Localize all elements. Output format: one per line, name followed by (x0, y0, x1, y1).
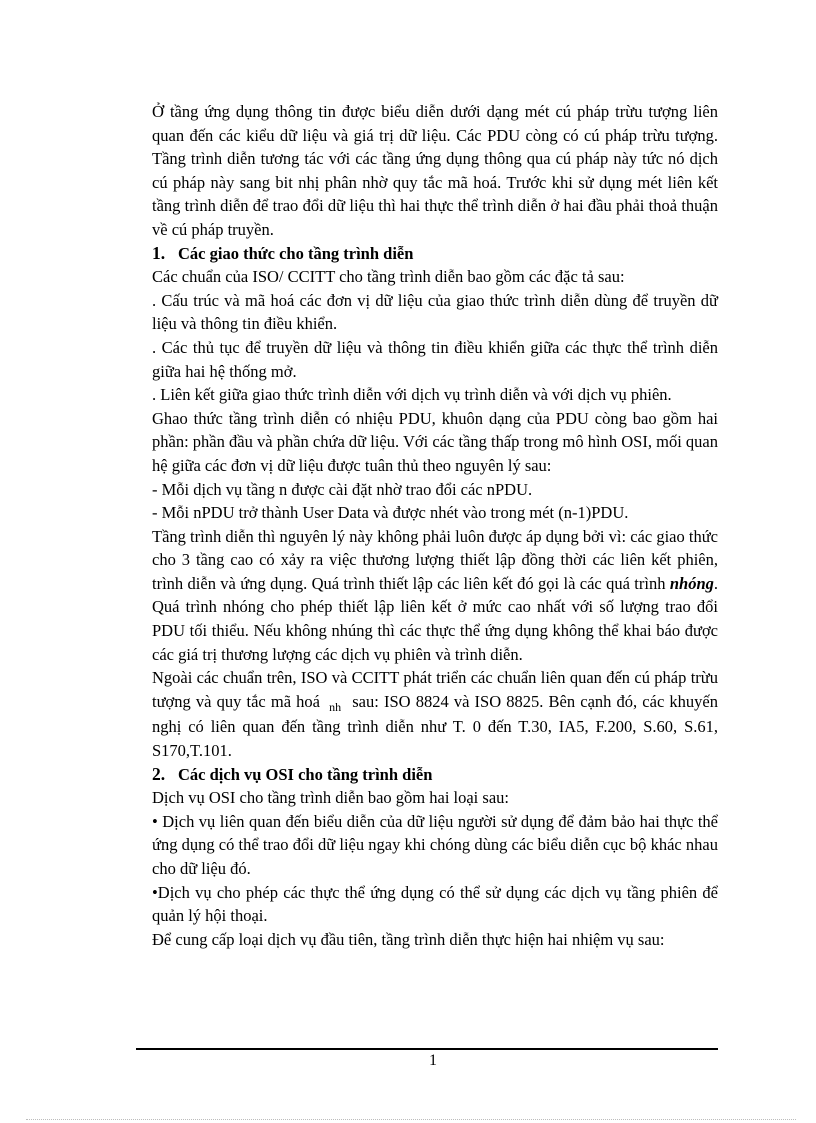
section-1-paragraph-8-part-c: . Quá trình nhóng cho phép thiết lập liên kết ở mức cao nhất với số lượng trao đổi PDU tối thiểu. Nếu không nhúng thì các thực thể ứng dụng không thể khai báo được các giá trị thương lượng các dịch vụ phiên và trình diễn. (152, 573, 718, 664)
intro-paragraph: Ở tầng ứng dụng thông tin được biểu diễn dưới dạng mét cú pháp trừu tượng liên quan đến các kiểu dữ liệu và giá trị dữ liệu. Các PDU còng có cú pháp trừu tượng. Tầng trình diễn tương tác với các tầng ứng dụng thông qua cú pháp này tức nó dịch cú pháp này sang bit nhị phân nhờ quy tắc mã hoá. Trước khi sử dụng mét liên kết tầng trình diễn để trao đổi dữ liệu thì hai thực thể trình diễn ở hai đầu phải thoả thuận về cú pháp truyền. (152, 102, 718, 239)
section-1-paragraph-9-part-b: sau: ISO 8824 và ISO 8825. Bên cạnh đó, các khuyến nghị có liên quan đến tầng trình diễn như T. 0 đến T.30, IA5, F.200, S.60, S.61, S170,T.101. (152, 691, 718, 761)
section-2-paragraph-2: • Dịch vụ liên quan đến biểu diễn của dữ liệu người sử dụng để đảm bảo hai thực thể ứng dụng có thể trao đổi dữ liệu ngay khi chóng dùng các biểu diễn cục bộ khác nhau cho dữ liệu đó. (152, 811, 718, 878)
section-2-paragraph-4: Để cung cấp loại dịch vụ đầu tiên, tầng trình diễn thực hiện hai nhiệm vụ sau: (152, 929, 665, 949)
footer-rule (136, 1048, 718, 1050)
section-2-heading (152, 763, 718, 787)
subscript-nh: nh (329, 699, 342, 714)
section-1-paragraph-2: . Cấu trúc và mã hoá các đơn vị dữ liệu của giao thức trình diễn dùng để truyền dữ liệu và thông tin điều khiển. (152, 290, 718, 334)
section-1-heading (152, 242, 718, 266)
page-content (152, 100, 718, 951)
section-1-paragraph-3: . Các thủ tục để truyền dữ liệu và thông tin điều khiển giữa các thực thể trình diễn giữa hai hệ thống mở. (152, 337, 718, 381)
section-2-number: 2. (152, 763, 166, 784)
section-2-paragraph-3: •Dịch vụ cho phép các thực thể ứng dụng có thể sử dụng các dịch vụ tầng phiên để quản lý hội thoại. (152, 882, 718, 926)
emphasis-nhong: nhóng (669, 573, 714, 593)
section-1-number: 1. (152, 242, 166, 263)
section-1-title: Các giao thức cho tầng trình diễn (178, 243, 414, 263)
section-1-paragraph-9-part-a: Ngoài các chuẩn trên, ISO và CCITT phát triển các chuẩn liên quan đến cú pháp trừu tượng và quy tắc mã hoá (152, 668, 718, 711)
page-bottom-border (26, 1119, 796, 1120)
section-1-paragraph-4: . Liên kết giữa giao thức trình diễn với dịch vụ trình diễn và với dịch vụ phiên. (152, 385, 672, 405)
section-1-paragraph-9 (152, 666, 718, 762)
section-1-paragraph-1: Các chuẩn của ISO/ CCITT cho tầng trình diễn bao gồm các đặc tả sau: (152, 267, 625, 287)
section-2-title: Các dịch vụ OSI cho tầng trình diễn (178, 764, 433, 784)
section-2-paragraph-1: Dịch vụ OSI cho tầng trình diễn bao gồm hai loại sau: (152, 788, 509, 808)
section-1-paragraph-8-part-a: Tầng trình diễn thì nguyên lý này không phải luôn được áp dụng bởi vì: các giao thức cho 3 tầng cao có xảy ra việc thương lượng thiết lập đồng thời các liên kết phiên, trình diễn và ứng dụng. Quá trình thiết lập các liên kết đó gọi là các quá trình (152, 526, 718, 593)
page-number: 1 (429, 1052, 437, 1069)
section-1-paragraph-8 (152, 525, 718, 667)
section-1-paragraph-6: - Mỗi dịch vụ tầng n được cài đặt nhờ trao đổi các nPDU. (152, 479, 533, 499)
section-1-paragraph-5: Ghao thức tầng trình diễn có nhiệu PDU, khuôn dạng của PDU còng bao gồm hai phần: phần đầu và phần chứa dữ liệu. Với các tầng thấp trong mô hình OSI, mối quan hệ giữa các đơn vị dữ liệu được tuân thủ theo nguyên lý sau: (152, 408, 718, 475)
section-1-paragraph-7: - Mỗi nPDU trở thành User Data và được nhét vào trong mét (n-1)PDU. (152, 503, 629, 523)
